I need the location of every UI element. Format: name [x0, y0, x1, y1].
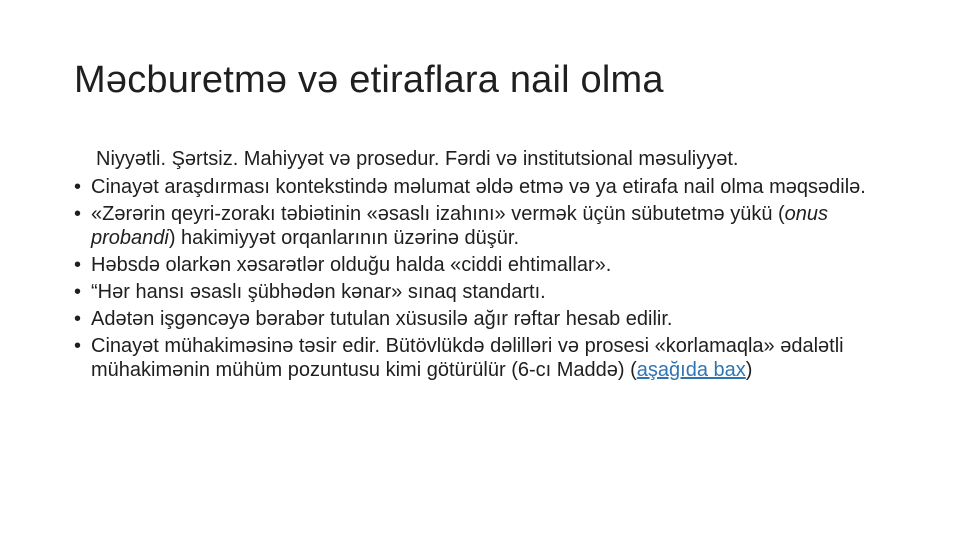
- bullet-item: [74, 253, 904, 277]
- bullet-icon: •: [74, 254, 82, 276]
- bullet-item: [74, 280, 904, 304]
- intro-line: Niyyətli. Şərtsiz. Mahiyyət və prosedur. Fərdi və institutsional məsuliyyət.: [96, 148, 739, 170]
- bullet-item: [74, 175, 904, 199]
- bullet-icon: •: [74, 203, 82, 225]
- bullet-text: Cinayət araşdırması kontekstində məlumat əldə etmə və ya etirafa nail olma məqsədilə.: [91, 176, 866, 198]
- bullet-item: [74, 334, 904, 382]
- bullet-icon: •: [74, 308, 82, 330]
- bullet-text-part: «Zərərin qeyri-zorakı təbiətinin «əsaslı izahını» vermək üçün sübutetmə yükü (: [91, 203, 785, 225]
- bullet-item: [74, 307, 904, 331]
- see-below-link[interactable]: aşağıda bax: [636, 359, 746, 381]
- slide-body: [74, 147, 904, 385]
- bullet-italic-term: onus probandi: [91, 203, 829, 249]
- bullet-item: [74, 202, 904, 250]
- bullet-icon: •: [74, 176, 82, 198]
- bullet-text: “Hər hansı əsaslı şübhədən kənar» sınaq standartı.: [91, 281, 546, 303]
- bullet-text-part: ): [745, 359, 753, 381]
- bullet-text-part: ) hakimiyyət orqanlarının üzərinə düşür.: [168, 227, 520, 249]
- bullet-icon: •: [74, 281, 82, 303]
- bullet-list: [74, 175, 904, 382]
- bullet-icon: •: [74, 335, 82, 357]
- slide-title: Məcburetmə və etiraflara nail olma: [74, 59, 664, 101]
- bullet-text-part: Cinayət mühakiməsinə təsir edir. Bütövlükdə dəlilləri və prosesi «korlamaqla» ədalətli mühakimənin mühüm pozuntusu kimi götürülür (6-cı Maddə) (: [91, 335, 844, 381]
- bullet-text: Adətən işgəncəyə bərabər tutulan xüsusilə ağır rəftar hesab edilir.: [91, 308, 673, 330]
- bullet-text: Həbsdə olarkən xəsarətlər olduğu halda «ciddi ehtimallar».: [91, 254, 612, 276]
